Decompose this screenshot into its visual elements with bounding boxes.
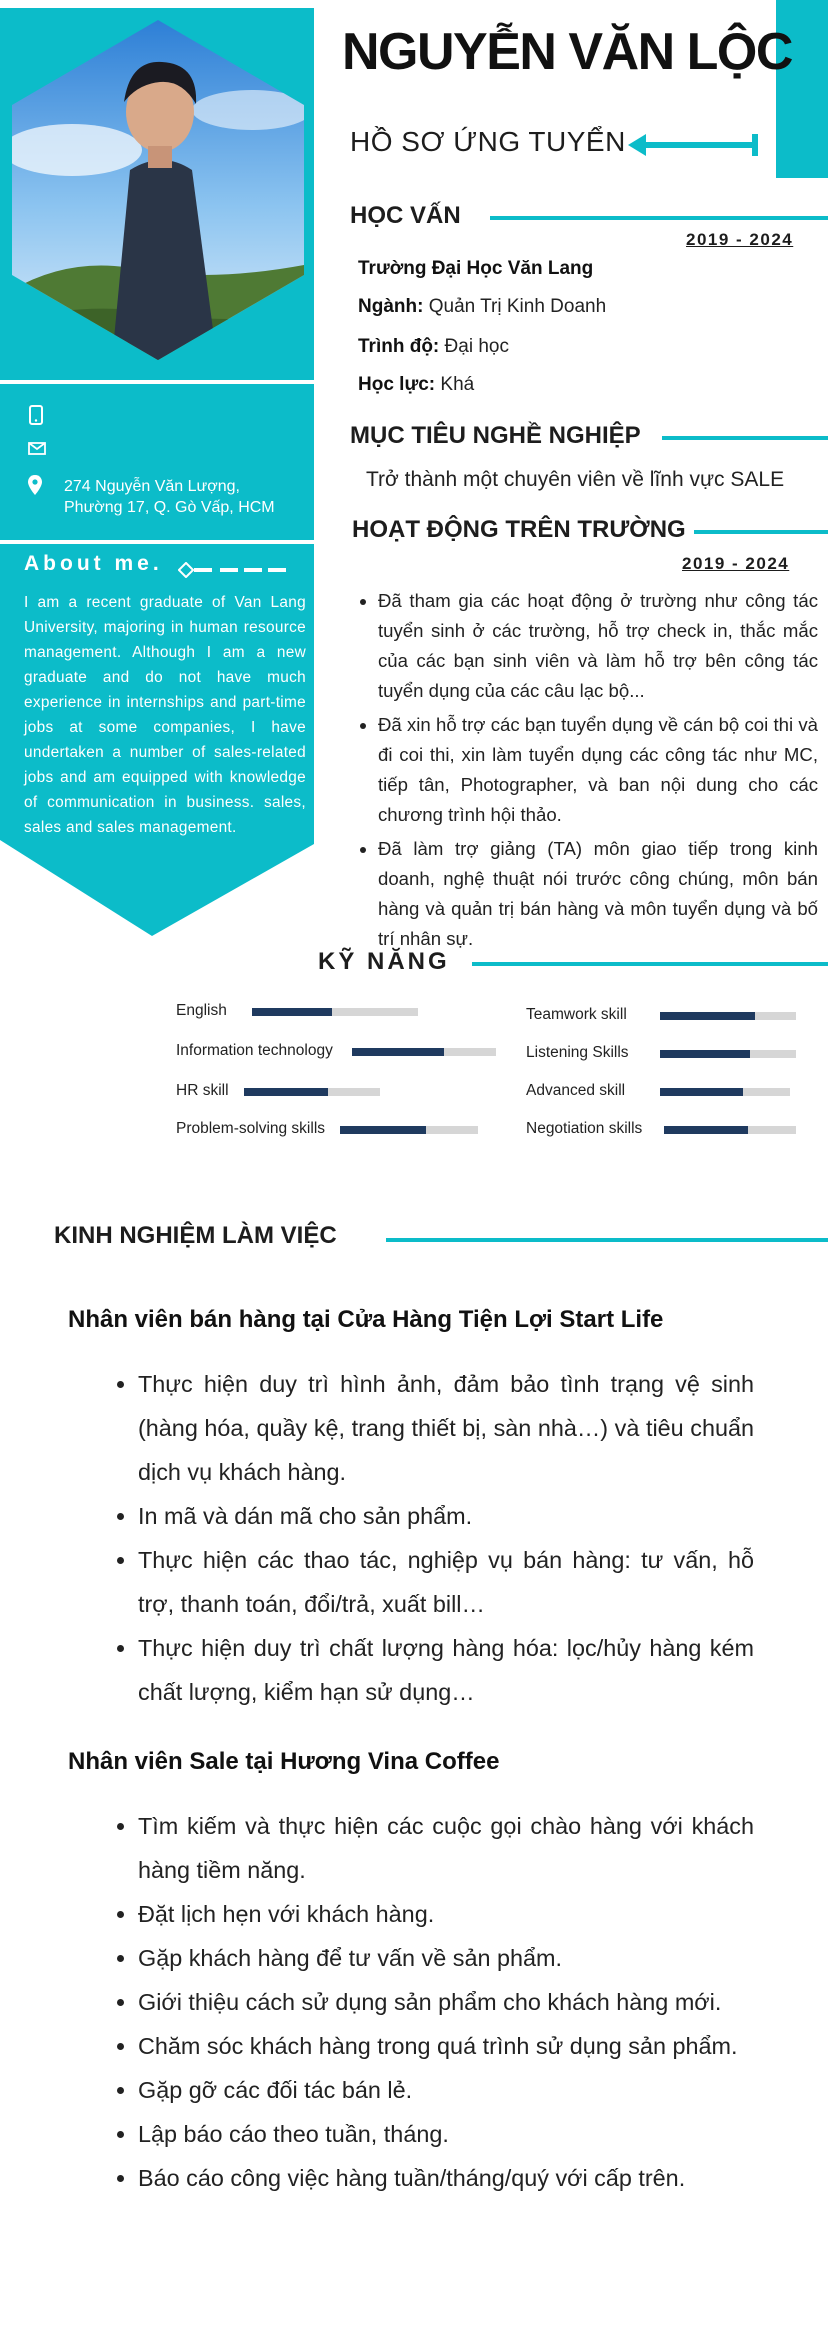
skill-label-teamwork: Teamwork skill [526,1006,627,1023]
major-value: Quản Trị Kinh Doanh [428,296,607,317]
activity-item: • Đã làm trợ giảng (TA) môn giao tiếp trong kinh doanh, nghệ thuật nói trước công chúng, môn bán hàng và quản trị bán hàng và môn tuyển dụng và bố trí nhân sự. [378,834,818,954]
skill-fill [660,1050,750,1058]
job-duty: • Đặt lịch hẹn với khách hàng. [138,1892,754,1936]
activity-item: • Đã tham gia các hoạt động ở trường như công tác tuyển sinh ở các trường, hỗ trợ check in, thắc mắc của các bạn sinh viên và làm hỗ trợ bên công tác tuyển dụng của các câu lạc bộ... [378,586,818,706]
skill-fill [660,1088,743,1096]
job-duty: • Gặp khách hàng để tư vấn về sản phẩm. [138,1936,754,1980]
skill-label-advanced: Advanced skill [526,1082,626,1099]
skill-fill [340,1126,426,1134]
level-label: Trình độ: [358,336,440,357]
job-title: Nhân viên Sale tại Hương Vina Coffee [68,1748,500,1775]
skills-rule [472,962,828,966]
email-icon [28,442,46,455]
grade-label: Học lực: [358,374,436,395]
job-duty: • Tìm kiếm và thực hiện các cuộc gọi chào hàng với khách hàng tiềm năng. [138,1804,754,1892]
grade-value: Khá [440,374,475,395]
job-duty: • Thực hiện duy trì hình ảnh, đảm bảo tình trạng vệ sinh (hàng hóa, quầy kệ, trang thiết bị, sàn nhà…) và tiêu chuẩn dịch vụ khách hàng. [138,1362,754,1494]
skill-label-english: English [176,1002,227,1019]
education-rule [490,216,828,220]
skill-bar-negotiation [664,1126,796,1134]
skill-label-negotiation: Negotiation skills [526,1120,643,1137]
skill-bar-it [352,1048,496,1056]
skills-heading: KỸ NĂNG [318,948,450,975]
activities-date: 2019 - 2024 [682,554,790,573]
job-duty: • Lập báo cáo theo tuần, tháng. [138,2112,754,2156]
skill-bar-listening [660,1050,796,1058]
about-title: About me. [24,552,163,575]
about-text: I am a recent graduate of Van Lang University, majoring in human resource management. Although I am a new graduate and do not have much experience in internships and part-time jobs at some companies, I have undertaken a number of sales-related jobs and am equipped with knowledge of communication in business. sales, sales and sales management. [24,594,306,836]
skill-bar-teamwork [660,1012,796,1020]
skill-fill [664,1126,748,1134]
skill-bar-advanced [660,1088,790,1096]
job-duty: • Báo cáo công việc hàng tuần/tháng/quý với cấp trên. [138,2156,754,2200]
skill-bar-hr [244,1088,380,1096]
skill-label-listening: Listening Skills [526,1044,629,1061]
job-duty: • Giới thiệu cách sử dụng sản phẩm cho khách hàng mới. [138,1980,754,2024]
level-value: Đại học [444,336,509,357]
skill-fill [244,1088,328,1096]
activities-rule [694,530,828,534]
activity-item: • Đã xin hỗ trợ các bạn tuyển dụng về cán bộ coi thi và đi coi thi, xin làm tuyển dụng các công tác như MC, tiếp tân, Photographer, và ban nội dung cho các chương trình hội thảo. [378,710,818,830]
skill-bar-problem-solving [340,1126,478,1134]
education-level [358,336,509,358]
skill-label-hr: HR skill [176,1082,229,1099]
objective-heading: MỤC TIÊU NGHỀ NGHIỆP [350,422,641,449]
skill-fill [252,1008,332,1016]
skill-fill [660,1012,755,1020]
major-label: Ngành: [358,296,424,317]
education-grade [358,374,474,396]
skill-label-it: Information technology [176,1042,333,1059]
skill-label-problem-solving: Problem-solving skills [176,1120,326,1137]
location-icon [27,474,43,496]
activities-heading: HOẠT ĐỘNG TRÊN TRƯỜNG [352,516,686,543]
education-heading: HỌC VẤN [350,202,461,229]
candidate-name: NGUYỄN VĂN LỘC [342,23,792,81]
job-duty: • In mã và dán mã cho sản phẩm. [138,1494,754,1538]
experience-heading: KINH NGHIỆM LÀM VIỆC [54,1222,337,1249]
job-duties-list [112,1362,754,1714]
decorative-dash-icon [178,562,288,578]
skill-bar-english [252,1008,418,1016]
document-subtitle: HỒ SƠ ỨNG TUYỂN [350,126,626,157]
phone-icon [29,405,43,425]
job-duty: • Thực hiện các thao tác, nghiệp vụ bán hàng: tư vấn, hỗ trợ, thanh toán, đổi/trả, xuất bill… [138,1538,754,1626]
job-duty: • Thực hiện duy trì chất lượng hàng hóa: lọc/hủy hàng kém chất lượng, kiểm hạn sử dụng… [138,1626,754,1714]
job-duties-list [112,1804,754,2200]
job-duty: • Chăm sóc khách hàng trong quá trình sử dụng sản phẩm. [138,2024,754,2068]
education-major [358,296,606,318]
skill-fill [352,1048,444,1056]
education-date: 2019 - 2024 [686,230,794,249]
arrow-left-icon [628,132,760,158]
experience-rule [386,1238,828,1242]
profile-photo [12,20,304,360]
job-title: Nhân viên bán hàng tại Cửa Hàng Tiện Lợi Start Life [68,1306,664,1333]
address-line-1: 274 Nguyễn Văn Lượng, [64,478,240,495]
objective-text: Trở thành một chuyên viên về lĩnh vực SALE [366,468,785,491]
school-name: Trường Đại Học Văn Lang [358,258,594,279]
activities-list [356,586,818,958]
job-duty: • Gặp gỡ các đối tác bán lẻ. [138,2068,754,2112]
objective-rule [662,436,828,440]
address-line-2: Phường 17, Q. Gò Vấp, HCM [64,499,275,516]
